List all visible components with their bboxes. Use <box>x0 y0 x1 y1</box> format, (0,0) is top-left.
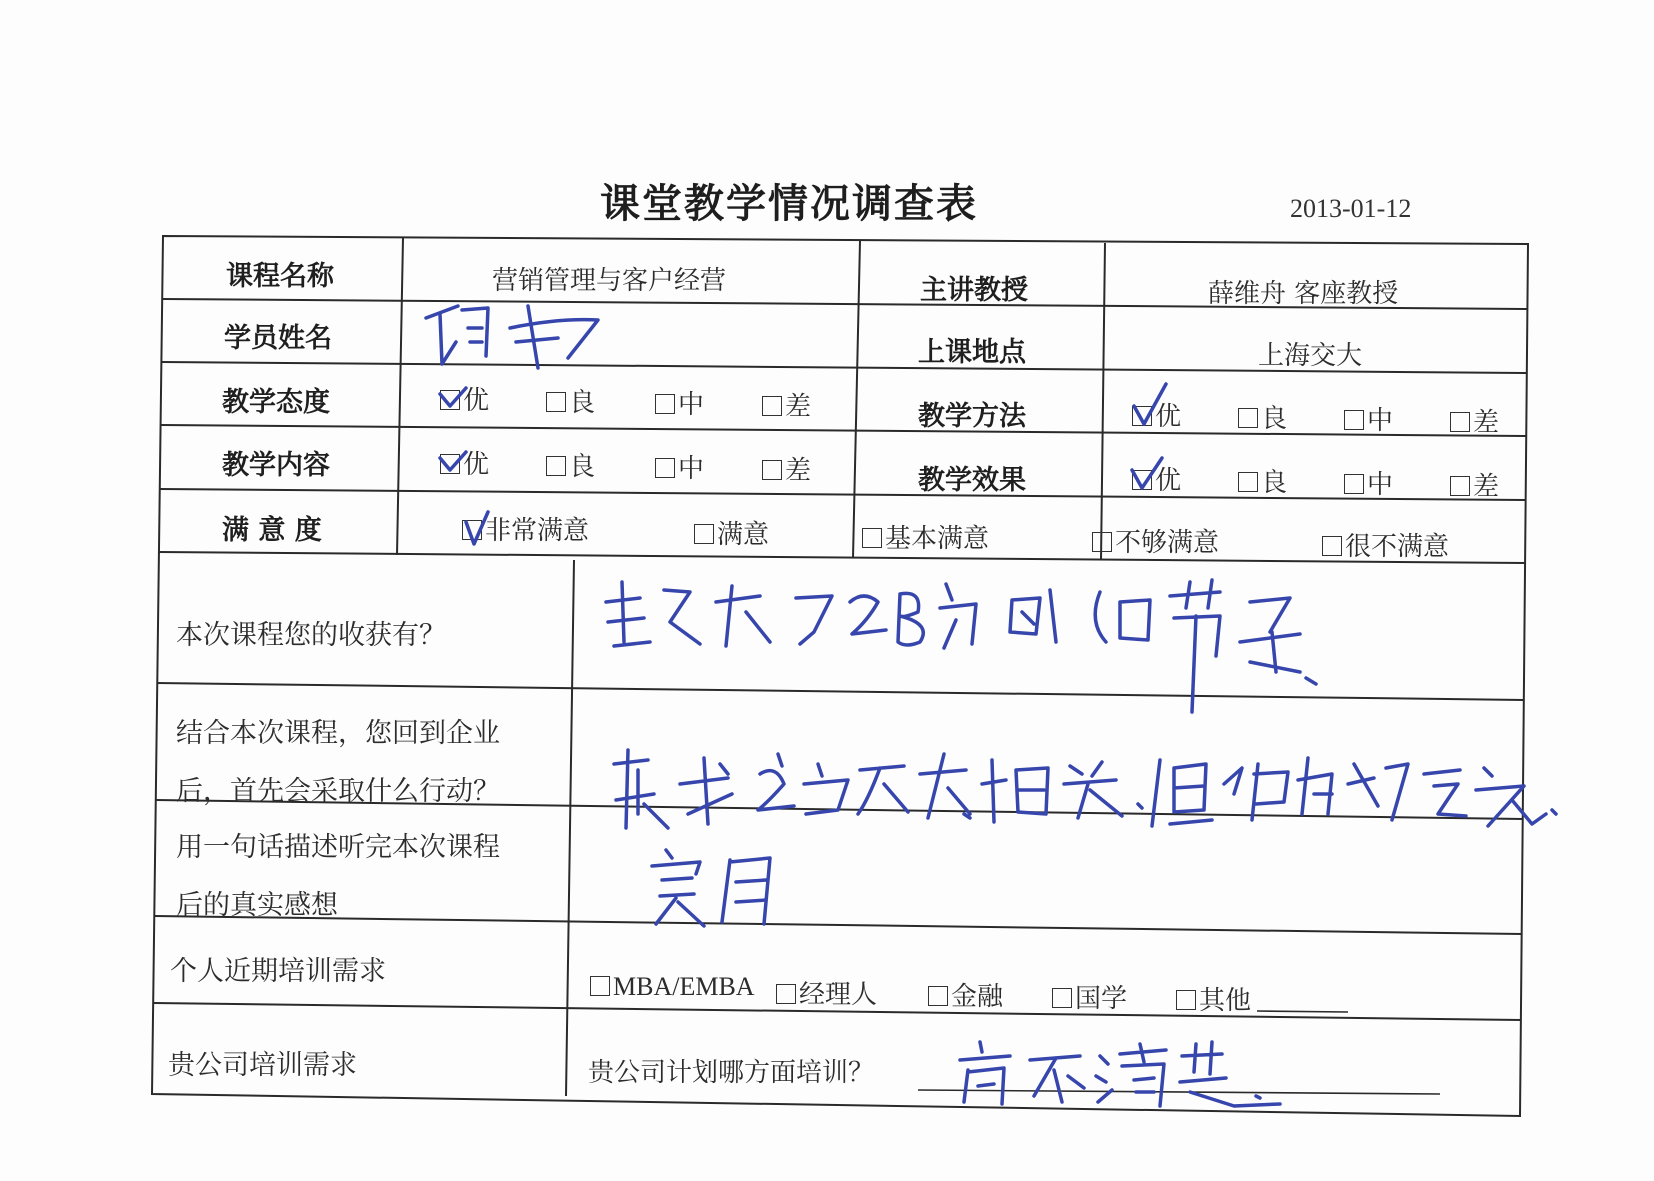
q1-label: 本次课程您的收获有？ <box>176 620 446 651</box>
lecturer-value: 薛维舟 客座教授 <box>1208 279 1399 309</box>
checkbox-icon <box>1450 476 1470 496</box>
satisfaction-option-basic[interactable]: 基本满意 <box>862 518 989 555</box>
effect-option-excellent[interactable]: 优 <box>1132 460 1181 497</box>
company-training-label: 贵公司培训需求 <box>168 1050 357 1081</box>
checkbox-icon <box>694 524 714 544</box>
checkbox-icon <box>546 456 566 476</box>
student-signature <box>418 298 638 378</box>
training-option-sinology[interactable]: 国学 <box>1052 978 1127 1015</box>
checkbox-icon <box>655 394 675 414</box>
checkbox-icon <box>1176 990 1196 1010</box>
company-training-handwritten-answer <box>950 1036 1290 1112</box>
checkbox-icon <box>1344 410 1364 430</box>
method-option-poor[interactable]: 差 <box>1450 402 1499 439</box>
content-option-poor[interactable]: 差 <box>762 450 811 487</box>
attitude-option-medium[interactable]: 中 <box>655 384 704 421</box>
method-option-excellent[interactable]: 优 <box>1132 396 1181 433</box>
course-name-label: 课程名称 <box>226 261 334 292</box>
checkbox-icon <box>776 984 796 1004</box>
effect-option-medium[interactable]: 中 <box>1344 464 1393 501</box>
effect-option-poor[interactable]: 差 <box>1450 466 1499 503</box>
effect-option-good[interactable]: 良 <box>1238 462 1287 499</box>
content-option-medium[interactable]: 中 <box>655 448 704 485</box>
company-training-question: 贵公司计划哪方面培训？ <box>588 1058 875 1088</box>
checkbox-icon <box>862 528 882 548</box>
attitude-option-excellent[interactable]: 优 <box>440 380 489 417</box>
satisfaction-option-very-satisfied[interactable]: 非常满意 <box>462 510 589 547</box>
satisfaction-label: 满 意 度 <box>222 515 322 546</box>
training-option-mba[interactable]: MBA/EMBA <box>590 972 755 1002</box>
q3-label-line2: 后的真实感想 <box>176 890 338 921</box>
satisfaction-checkmark-icon <box>462 508 496 552</box>
checkbox-icon <box>1092 532 1112 552</box>
training-option-other[interactable]: 其他 <box>1176 980 1251 1017</box>
method-option-good[interactable]: 良 <box>1238 398 1287 435</box>
form-date: 2013-01-12 <box>1290 194 1412 223</box>
satisfaction-option-satisfied[interactable]: 满意 <box>694 514 769 551</box>
q3-label-line1: 用一句话描述听完本次课程 <box>176 832 500 863</box>
form-title: 课堂教学情况调查表 <box>600 181 978 227</box>
lecturer-label: 主讲教授 <box>920 275 1028 306</box>
q2-label-line1: 结合本次课程，您回到企业 <box>176 718 500 749</box>
training-option-manager[interactable]: 经理人 <box>776 974 877 1011</box>
checkbox-icon <box>1238 472 1258 492</box>
location-value: 上海交大 <box>1258 341 1363 371</box>
effect-checkmark-icon <box>1126 454 1170 498</box>
location-label: 上课地点 <box>918 337 1026 368</box>
checkbox-icon <box>546 392 566 412</box>
checkbox-icon <box>1238 408 1258 428</box>
content-checkmark-icon <box>436 446 476 486</box>
teaching-effect-label: 教学效果 <box>918 465 1026 496</box>
teaching-content-label: 教学内容 <box>222 450 330 481</box>
q2-handwritten-answer <box>608 744 1568 840</box>
q3-handwritten-answer <box>646 840 796 940</box>
q1-handwritten-answer <box>600 572 1360 732</box>
method-option-medium[interactable]: 中 <box>1344 400 1393 437</box>
student-name-label: 学员姓名 <box>224 323 332 354</box>
course-name-value: 营销管理与客户经营 <box>492 266 727 296</box>
checkbox-icon <box>1344 474 1364 494</box>
checkbox-icon <box>1322 536 1342 556</box>
q2-label-line2: 后，首先会采取什么行动？ <box>176 776 500 807</box>
satisfaction-option-insufficient[interactable]: 不够满意 <box>1092 522 1219 559</box>
checkbox-icon <box>762 460 782 480</box>
checkbox-icon <box>655 458 675 478</box>
training-option-finance[interactable]: 金融 <box>928 976 1003 1013</box>
method-checkmark-icon <box>1128 380 1172 434</box>
teaching-method-label: 教学方法 <box>918 401 1026 432</box>
satisfaction-option-very-dissatisfied[interactable]: 很不满意 <box>1322 526 1449 563</box>
teaching-attitude-label: 教学态度 <box>222 387 330 418</box>
attitude-option-poor[interactable]: 差 <box>762 386 811 423</box>
checkbox-icon <box>1450 412 1470 432</box>
checkbox-icon <box>590 976 610 996</box>
checkbox-icon <box>928 986 948 1006</box>
content-option-good[interactable]: 良 <box>546 446 595 483</box>
checkbox-icon <box>762 396 782 416</box>
personal-training-label: 个人近期培训需求 <box>170 956 386 987</box>
checkbox-icon <box>1052 988 1072 1008</box>
attitude-checkmark-icon <box>436 382 476 422</box>
content-option-excellent[interactable]: 优 <box>440 444 489 481</box>
attitude-option-good[interactable]: 良 <box>546 382 595 419</box>
